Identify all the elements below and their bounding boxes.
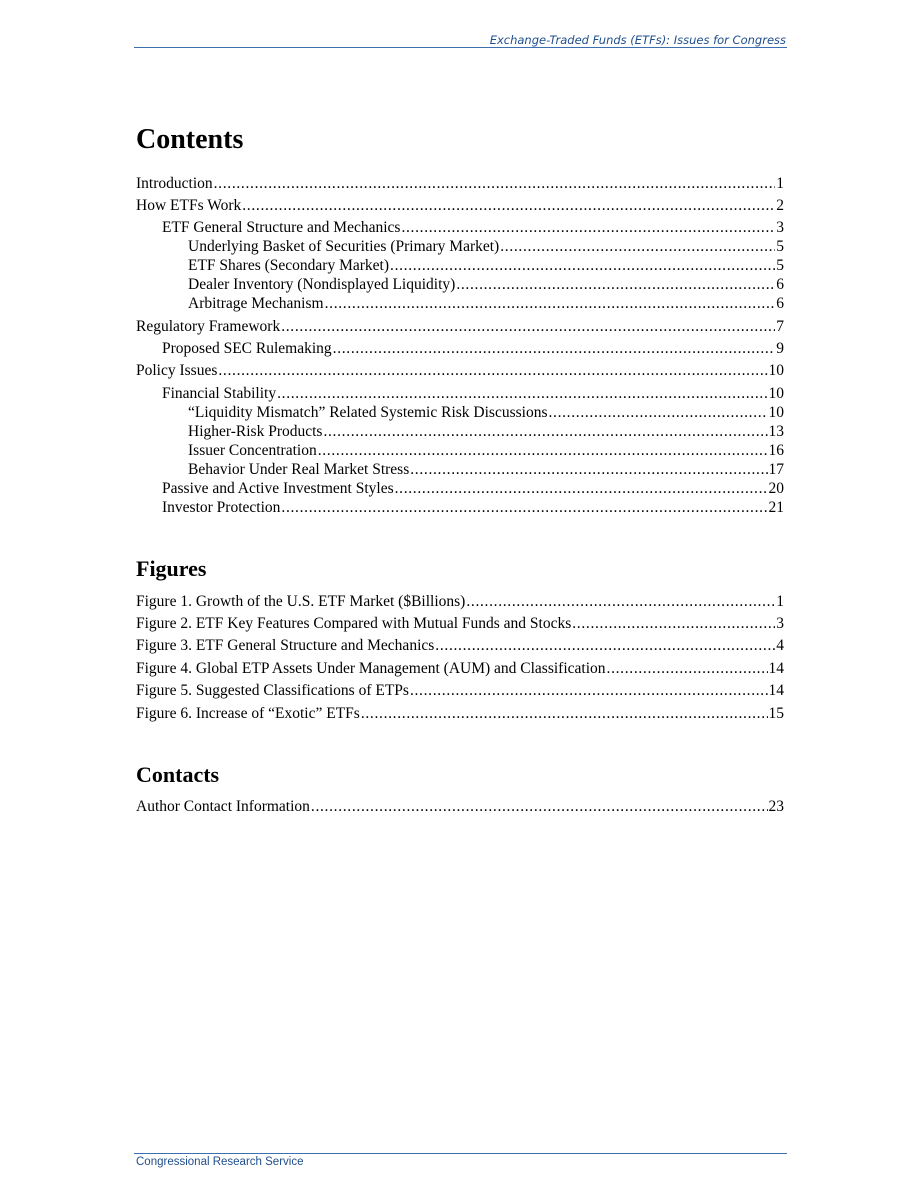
toc-entry-page: 6 (776, 276, 784, 293)
toc-entry-page: 10 (768, 404, 784, 421)
contact-entry-label: Author Contact Information (136, 798, 310, 815)
toc-entry-page: 6 (776, 295, 784, 312)
toc-entry-label: Underlying Basket of Securities (Primary Market) (188, 238, 500, 255)
toc-entry-page: 20 (768, 480, 784, 497)
contacts-heading: Contacts (136, 762, 220, 787)
figure-entry[interactable] (136, 614, 784, 633)
contact-entry-page: 23 (768, 798, 784, 815)
toc-entry-label: Issuer Concentration (188, 442, 317, 459)
header-rule (134, 47, 787, 48)
toc-entry[interactable] (136, 361, 784, 380)
toc-entry-label: ETF General Structure and Mechanics (162, 219, 401, 236)
toc-entry[interactable] (188, 256, 784, 275)
toc-entry-page: 16 (768, 442, 784, 459)
toc-entry[interactable] (188, 460, 784, 479)
toc-entry[interactable] (162, 479, 784, 498)
toc-entry-label: Arbitrage Mechanism (188, 295, 324, 312)
toc-entry-page: 13 (768, 423, 784, 440)
figure-entry-label: Figure 5. Suggested Classifications of ETPs (136, 682, 409, 699)
figure-entry-page: 14 (768, 660, 784, 677)
toc-entry-page: 5 (776, 257, 784, 274)
toc-entry-page: 10 (768, 385, 784, 402)
figure-entry-page: 3 (776, 615, 784, 632)
toc-entry-label: How ETFs Work (136, 197, 242, 214)
figures-heading: Figures (136, 556, 207, 581)
toc-entry[interactable] (162, 384, 784, 403)
toc-entry-label: Passive and Active Investment Styles (162, 480, 394, 497)
figure-entry-label: Figure 6. Increase of “Exotic” ETFs (136, 705, 360, 722)
footer-rule (134, 1153, 787, 1154)
figure-entry-page: 14 (768, 682, 784, 699)
figure-entry[interactable] (136, 592, 784, 611)
toc-entry-page: 9 (776, 340, 784, 357)
figure-entry[interactable] (136, 681, 784, 700)
figure-entry-page: 15 (768, 705, 784, 722)
toc-entry[interactable] (188, 441, 784, 460)
toc-entry-label: Dealer Inventory (Nondisplayed Liquidity) (188, 276, 456, 293)
figure-entry-label: Figure 2. ETF Key Features Compared with Mutual Funds and Stocks (136, 615, 572, 632)
toc-entry-page: 3 (776, 219, 784, 236)
contents-heading: Contents (136, 124, 244, 155)
toc-entry[interactable] (162, 498, 784, 517)
toc-entry-label: Higher-Risk Products (188, 423, 323, 440)
toc-entry[interactable] (188, 275, 784, 294)
figure-entry-label: Figure 4. Global ETP Assets Under Management (AUM) and Classification (136, 660, 606, 677)
toc-entry[interactable] (188, 237, 784, 256)
toc-entry[interactable] (188, 403, 784, 422)
figure-entry-page: 1 (776, 593, 784, 610)
toc-entry-page: 17 (768, 461, 784, 478)
toc-entry[interactable] (136, 196, 784, 215)
toc-entry-label: “Liquidity Mismatch” Related Systemic Risk Discussions (188, 404, 548, 421)
figure-entry[interactable] (136, 659, 784, 678)
toc-entry-page: 1 (776, 175, 784, 192)
running-head: Exchange-Traded Funds (ETFs): Issues for Congress (489, 33, 786, 47)
figure-entry-label: Figure 1. Growth of the U.S. ETF Market ($Billions) (136, 593, 466, 610)
toc-entry-page: 5 (776, 238, 784, 255)
toc-entry[interactable] (136, 174, 784, 193)
toc-entry-label: Financial Stability (162, 385, 277, 402)
figure-entry[interactable] (136, 636, 784, 655)
footer-org: Congressional Research Service (136, 1156, 304, 1168)
toc-entry-page: 2 (776, 197, 784, 214)
toc-entry[interactable] (136, 317, 784, 336)
figure-entry[interactable] (136, 704, 784, 723)
figure-entry-page: 4 (776, 637, 784, 654)
toc-entry-label: ETF Shares (Secondary Market) (188, 257, 390, 274)
toc-entry-label: Policy Issues (136, 362, 218, 379)
toc-entry-label: Investor Protection (162, 499, 281, 516)
contact-entry[interactable] (136, 797, 784, 816)
toc-entry-label: Regulatory Framework (136, 318, 281, 335)
toc-entry-page: 21 (768, 499, 784, 516)
toc-entry-page: 10 (768, 362, 784, 379)
figure-entry-label: Figure 3. ETF General Structure and Mechanics (136, 637, 435, 654)
toc-entry-label: Introduction (136, 175, 213, 192)
toc-entry[interactable] (188, 294, 784, 313)
toc-entry[interactable] (188, 422, 784, 441)
toc-entry-label: Behavior Under Real Market Stress (188, 461, 410, 478)
toc-entry-label: Proposed SEC Rulemaking (162, 340, 332, 357)
toc-entry-page: 7 (776, 318, 784, 335)
toc-entry[interactable] (162, 339, 784, 358)
toc-entry[interactable] (162, 218, 784, 237)
